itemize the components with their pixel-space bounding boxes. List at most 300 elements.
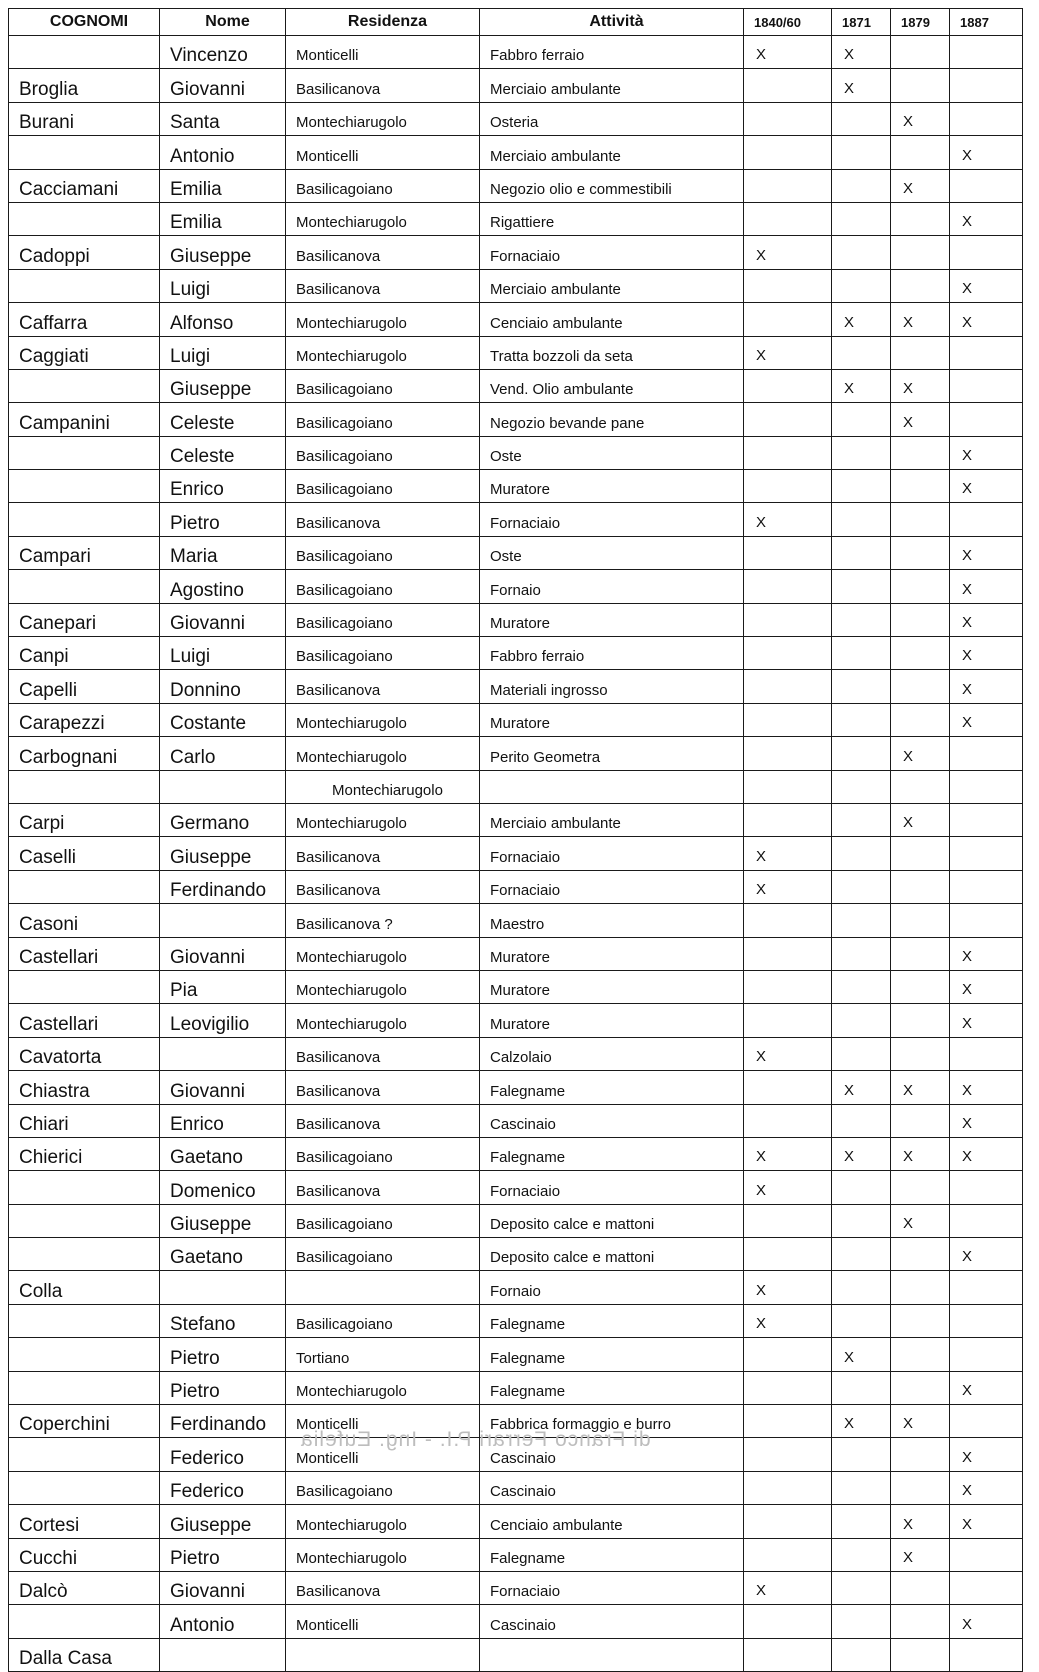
- year-1871-cell: [832, 1505, 891, 1538]
- cognome-cell: Colla: [9, 1271, 160, 1304]
- attivita-cell: Vend. Olio ambulante: [480, 369, 744, 402]
- table-row: [9, 1638, 1023, 1671]
- attivita-cell: Cascinaio: [480, 1104, 744, 1137]
- year-1871-cell: [832, 436, 891, 469]
- year-1879-cell: [891, 703, 950, 736]
- attivita-cell: Muratore: [480, 1004, 744, 1037]
- header-row: [9, 9, 1023, 36]
- cognome-cell: Caffarra: [9, 303, 160, 336]
- residenza-cell: Basilicanova: [286, 269, 480, 302]
- residenza-cell: Basilicanova: [286, 1037, 480, 1070]
- year-1871-cell: [832, 169, 891, 202]
- year-1840-60-cell: [744, 369, 832, 402]
- residenza-cell: Basilicagoiano: [286, 536, 480, 569]
- nome-cell: [160, 770, 286, 803]
- table-row: [9, 1004, 1023, 1037]
- year-1840-60-cell: [744, 570, 832, 603]
- year-1887-cell: X: [950, 536, 1023, 569]
- cognome-cell: Castellari: [9, 1004, 160, 1037]
- year-1840-60-cell: X: [744, 1571, 832, 1604]
- year-1879-cell: [891, 1271, 950, 1304]
- nome-cell: Giovanni: [160, 1571, 286, 1604]
- year-1879-cell: X: [891, 369, 950, 402]
- table-row: [9, 202, 1023, 235]
- nome-cell: Giuseppe: [160, 1204, 286, 1237]
- table-row: [9, 737, 1023, 770]
- year-1871-cell: [832, 1371, 891, 1404]
- year-1871-cell: [832, 1471, 891, 1504]
- table-row: [9, 637, 1023, 670]
- residenza-cell: Basilicanova: [286, 870, 480, 903]
- cognome-cell: [9, 870, 160, 903]
- nome-cell: Giuseppe: [160, 236, 286, 269]
- table-row: [9, 970, 1023, 1003]
- residenza-cell: Montechiarugolo: [286, 202, 480, 235]
- year-1840-60-cell: X: [744, 1304, 832, 1337]
- year-1871-cell: [832, 837, 891, 870]
- attivita-cell: Rigattiere: [480, 202, 744, 235]
- year-1879-cell: [891, 1238, 950, 1271]
- year-1840-60-cell: [744, 269, 832, 302]
- cognome-cell: [9, 1438, 160, 1471]
- cognome-cell: [9, 1605, 160, 1638]
- year-1879-cell: [891, 536, 950, 569]
- nome-cell: Giovanni: [160, 69, 286, 102]
- year-1871-cell: [832, 1238, 891, 1271]
- residenza-cell: Montechiarugolo: [286, 803, 480, 836]
- attivita-cell: Fabbro ferraio: [480, 36, 744, 69]
- year-1871-cell: X: [832, 1071, 891, 1104]
- table-row: [9, 670, 1023, 703]
- year-1887-cell: X: [950, 670, 1023, 703]
- nome-cell: Giovanni: [160, 937, 286, 970]
- nome-cell: Celeste: [160, 436, 286, 469]
- residenza-cell: Basilicagoiano: [286, 470, 480, 503]
- table-row: [9, 336, 1023, 369]
- year-1871-cell: [832, 102, 891, 135]
- table-row: [9, 1571, 1023, 1604]
- year-1840-60-cell: [744, 670, 832, 703]
- year-1887-cell: [950, 770, 1023, 803]
- residenza-cell: Montechiarugolo: [286, 937, 480, 970]
- table-row: [9, 503, 1023, 536]
- year-1887-cell: [950, 803, 1023, 836]
- year-1840-60-cell: [744, 1204, 832, 1237]
- year-1887-cell: X: [950, 136, 1023, 169]
- residenza-cell: Basilicagoiano: [286, 603, 480, 636]
- year-1879-cell: [891, 1638, 950, 1671]
- attivita-cell: Fornaciaio: [480, 503, 744, 536]
- cognome-cell: Cortesi: [9, 1505, 160, 1538]
- nome-cell: Agostino: [160, 570, 286, 603]
- attivita-cell: Falegname: [480, 1137, 744, 1170]
- cognome-cell: Caggiati: [9, 336, 160, 369]
- residenza-cell: Basilicanova: [286, 69, 480, 102]
- year-1871-cell: [832, 1271, 891, 1304]
- table-row: [9, 470, 1023, 503]
- year-1840-60-cell: [744, 1538, 832, 1571]
- cognome-cell: [9, 369, 160, 402]
- year-1887-cell: X: [950, 937, 1023, 970]
- year-1840-60-cell: [744, 637, 832, 670]
- table-row: [9, 1071, 1023, 1104]
- nome-cell: [160, 1271, 286, 1304]
- year-1887-cell: [950, 1571, 1023, 1604]
- residenza-cell: Basilicagoiano: [286, 1304, 480, 1337]
- year-1871-cell: [832, 136, 891, 169]
- residenza-cell: Montechiarugolo: [286, 1538, 480, 1571]
- year-1871-cell: [832, 1004, 891, 1037]
- residenza-cell: Basilicanova: [286, 837, 480, 870]
- col-header-1887: 1887: [950, 9, 1023, 36]
- year-1840-60-cell: [744, 536, 832, 569]
- year-1871-cell: X: [832, 1405, 891, 1438]
- year-1840-60-cell: X: [744, 336, 832, 369]
- residenza-cell: Monticelli: [286, 136, 480, 169]
- attivita-cell: Muratore: [480, 937, 744, 970]
- residenza-cell: Montechiarugolo: [286, 102, 480, 135]
- table-row: [9, 36, 1023, 69]
- table-row: [9, 1037, 1023, 1070]
- year-1840-60-cell: [744, 803, 832, 836]
- year-1887-cell: [950, 904, 1023, 937]
- year-1840-60-cell: X: [744, 1171, 832, 1204]
- nome-cell: Luigi: [160, 269, 286, 302]
- nome-cell: Antonio: [160, 136, 286, 169]
- year-1879-cell: [891, 202, 950, 235]
- attivita-cell: Fornaio: [480, 570, 744, 603]
- year-1840-60-cell: [744, 470, 832, 503]
- nome-cell: Santa: [160, 102, 286, 135]
- attivita-cell: Osteria: [480, 102, 744, 135]
- cognome-cell: [9, 1304, 160, 1337]
- year-1840-60-cell: X: [744, 36, 832, 69]
- year-1887-cell: X: [950, 703, 1023, 736]
- year-1887-cell: X: [950, 1238, 1023, 1271]
- nome-cell: Pietro: [160, 1538, 286, 1571]
- residenza-cell: Monticelli: [286, 1405, 480, 1438]
- year-1840-60-cell: X: [744, 870, 832, 903]
- attivita-cell: Muratore: [480, 603, 744, 636]
- year-1879-cell: [891, 1037, 950, 1070]
- year-1887-cell: [950, 503, 1023, 536]
- residenza-cell: [286, 1638, 480, 1671]
- table-row: [9, 1471, 1023, 1504]
- table-row: [9, 803, 1023, 836]
- table-row: [9, 436, 1023, 469]
- nome-cell: Giuseppe: [160, 369, 286, 402]
- residenza-cell: Montechiarugolo: [286, 1505, 480, 1538]
- year-1879-cell: [891, 1571, 950, 1604]
- attivita-cell: Fornaciaio: [480, 870, 744, 903]
- cognome-cell: Burani: [9, 102, 160, 135]
- nome-cell: Enrico: [160, 1104, 286, 1137]
- cognome-cell: Chiari: [9, 1104, 160, 1137]
- cognome-cell: Carpi: [9, 803, 160, 836]
- year-1879-cell: [891, 837, 950, 870]
- year-1840-60-cell: [744, 69, 832, 102]
- col-header-nome: Nome: [160, 9, 286, 36]
- year-1887-cell: X: [950, 1605, 1023, 1638]
- cognome-cell: Coperchini: [9, 1405, 160, 1438]
- residenza-cell: Montechiarugolo: [286, 1371, 480, 1404]
- table-row: [9, 403, 1023, 436]
- year-1840-60-cell: X: [744, 1037, 832, 1070]
- year-1879-cell: [891, 69, 950, 102]
- cognome-cell: Cacciamani: [9, 169, 160, 202]
- year-1840-60-cell: [744, 403, 832, 436]
- attivita-cell: Falegname: [480, 1371, 744, 1404]
- year-1879-cell: [891, 904, 950, 937]
- cognome-cell: Campari: [9, 536, 160, 569]
- cognome-cell: [9, 1204, 160, 1237]
- year-1871-cell: [832, 970, 891, 1003]
- nome-cell: Pia: [160, 970, 286, 1003]
- attivita-cell: Deposito calce e mattoni: [480, 1204, 744, 1237]
- cognome-cell: Dalcò: [9, 1571, 160, 1604]
- year-1871-cell: X: [832, 1338, 891, 1371]
- year-1887-cell: [950, 1538, 1023, 1571]
- cognome-cell: [9, 202, 160, 235]
- year-1879-cell: X: [891, 169, 950, 202]
- residenza-cell: Montechiarugolo: [286, 1004, 480, 1037]
- attivita-cell: Fornaciaio: [480, 837, 744, 870]
- attivita-cell: Merciaio ambulante: [480, 269, 744, 302]
- nome-cell: Luigi: [160, 336, 286, 369]
- table-row: [9, 1338, 1023, 1371]
- residenza-cell: Basilicagoiano: [286, 1238, 480, 1271]
- year-1871-cell: [832, 336, 891, 369]
- year-1871-cell: [832, 770, 891, 803]
- year-1840-60-cell: [744, 737, 832, 770]
- nome-cell: Giovanni: [160, 1071, 286, 1104]
- year-1840-60-cell: [744, 1104, 832, 1137]
- nome-cell: [160, 904, 286, 937]
- cognome-cell: Casoni: [9, 904, 160, 937]
- year-1887-cell: [950, 870, 1023, 903]
- cognome-cell: Chierici: [9, 1137, 160, 1170]
- attivita-cell: Muratore: [480, 970, 744, 1003]
- year-1840-60-cell: [744, 1505, 832, 1538]
- year-1871-cell: [832, 603, 891, 636]
- attivita-cell: Fornaciaio: [480, 1171, 744, 1204]
- year-1879-cell: [891, 1605, 950, 1638]
- year-1879-cell: [891, 269, 950, 302]
- year-1840-60-cell: [744, 1004, 832, 1037]
- table-row: [9, 1137, 1023, 1170]
- year-1887-cell: X: [950, 1004, 1023, 1037]
- table-row: [9, 1271, 1023, 1304]
- year-1879-cell: [891, 570, 950, 603]
- year-1871-cell: [832, 1037, 891, 1070]
- table-row: [9, 1104, 1023, 1137]
- year-1840-60-cell: [744, 1471, 832, 1504]
- nome-cell: Pietro: [160, 1338, 286, 1371]
- residenza-cell: [286, 1271, 480, 1304]
- year-1887-cell: [950, 1171, 1023, 1204]
- table-row: [9, 703, 1023, 736]
- nome-cell: Ferdinando: [160, 870, 286, 903]
- residenza-cell: Basilicagoiano: [286, 1137, 480, 1170]
- year-1879-cell: X: [891, 1204, 950, 1237]
- cognome-cell: [9, 470, 160, 503]
- year-1887-cell: [950, 369, 1023, 402]
- year-1887-cell: X: [950, 269, 1023, 302]
- residenza-cell: Basilicanova ?: [286, 904, 480, 937]
- residenza-cell: Basilicagoiano: [286, 570, 480, 603]
- register-body: [9, 36, 1023, 1672]
- year-1887-cell: X: [950, 603, 1023, 636]
- attivita-cell: Merciaio ambulante: [480, 803, 744, 836]
- attivita-cell: [480, 1638, 744, 1671]
- year-1879-cell: [891, 1104, 950, 1137]
- year-1887-cell: X: [950, 303, 1023, 336]
- residenza-cell: Basilicagoiano: [286, 436, 480, 469]
- year-1879-cell: [891, 970, 950, 1003]
- year-1840-60-cell: [744, 436, 832, 469]
- nome-cell: Giovanni: [160, 603, 286, 636]
- nome-cell: Donnino: [160, 670, 286, 703]
- attivita-cell: Maestro: [480, 904, 744, 937]
- year-1871-cell: [832, 637, 891, 670]
- attivita-cell: Oste: [480, 536, 744, 569]
- attivita-cell: Negozio olio e commestibili: [480, 169, 744, 202]
- year-1879-cell: [891, 136, 950, 169]
- year-1879-cell: X: [891, 303, 950, 336]
- year-1887-cell: X: [950, 470, 1023, 503]
- nome-cell: [160, 1638, 286, 1671]
- year-1840-60-cell: [744, 136, 832, 169]
- year-1879-cell: X: [891, 1137, 950, 1170]
- nome-cell: Alfonso: [160, 303, 286, 336]
- year-1887-cell: X: [950, 637, 1023, 670]
- year-1840-60-cell: [744, 703, 832, 736]
- residenza-cell: Monticelli: [286, 36, 480, 69]
- cognome-cell: Chiastra: [9, 1071, 160, 1104]
- table-row: [9, 102, 1023, 135]
- table-row: [9, 603, 1023, 636]
- year-1879-cell: X: [891, 803, 950, 836]
- attivita-cell: Merciaio ambulante: [480, 136, 744, 169]
- year-1871-cell: X: [832, 36, 891, 69]
- year-1871-cell: [832, 202, 891, 235]
- residenza-cell: Basilicanova: [286, 503, 480, 536]
- residenza-cell: Basilicanova: [286, 1104, 480, 1137]
- nome-cell: Antonio: [160, 1605, 286, 1638]
- cognome-cell: Broglia: [9, 69, 160, 102]
- year-1871-cell: [832, 269, 891, 302]
- residenza-cell: Montechiarugolo: [286, 303, 480, 336]
- table-row: [9, 1371, 1023, 1404]
- nome-cell: Celeste: [160, 403, 286, 436]
- table-row: [9, 1605, 1023, 1638]
- nome-cell: Costante: [160, 703, 286, 736]
- col-header-cognomi: COGNOMI: [9, 9, 160, 36]
- residenza-cell: Basilicagoiano: [286, 637, 480, 670]
- year-1879-cell: [891, 1171, 950, 1204]
- year-1887-cell: [950, 1037, 1023, 1070]
- table-row: [9, 770, 1023, 803]
- table-row: [9, 169, 1023, 202]
- register-table: [8, 8, 1023, 1672]
- col-header-residenza: Residenza: [286, 9, 480, 36]
- year-1879-cell: [891, 36, 950, 69]
- attivita-cell: Tratta bozzoli da seta: [480, 336, 744, 369]
- residenza-cell: Monticelli: [286, 1605, 480, 1638]
- cognome-cell: Campanini: [9, 403, 160, 436]
- residenza-cell: Basilicagoiano: [286, 369, 480, 402]
- cognome-cell: Capelli: [9, 670, 160, 703]
- nome-cell: Germano: [160, 803, 286, 836]
- attivita-cell: Falegname: [480, 1304, 744, 1337]
- year-1879-cell: [891, 870, 950, 903]
- table-row: [9, 536, 1023, 569]
- year-1840-60-cell: [744, 1071, 832, 1104]
- cognome-cell: [9, 770, 160, 803]
- year-1887-cell: [950, 236, 1023, 269]
- year-1887-cell: X: [950, 202, 1023, 235]
- nome-cell: Leovigilio: [160, 1004, 286, 1037]
- cognome-cell: [9, 1338, 160, 1371]
- cognome-cell: [9, 570, 160, 603]
- year-1871-cell: [832, 803, 891, 836]
- nome-cell: Luigi: [160, 637, 286, 670]
- residenza-cell: Montechiarugolo: [286, 703, 480, 736]
- year-1840-60-cell: X: [744, 1271, 832, 1304]
- year-1879-cell: X: [891, 1538, 950, 1571]
- attivita-cell: Fabbrica formaggio e burro: [480, 1405, 744, 1438]
- year-1840-60-cell: [744, 1605, 832, 1638]
- year-1871-cell: [832, 536, 891, 569]
- year-1879-cell: [891, 470, 950, 503]
- year-1879-cell: X: [891, 102, 950, 135]
- year-1871-cell: [832, 403, 891, 436]
- nome-cell: Giuseppe: [160, 1505, 286, 1538]
- year-1840-60-cell: [744, 1438, 832, 1471]
- attivita-cell: Fornaio: [480, 1271, 744, 1304]
- table-row: [9, 870, 1023, 903]
- table-row: [9, 937, 1023, 970]
- year-1879-cell: [891, 336, 950, 369]
- year-1879-cell: [891, 503, 950, 536]
- col-header-attivita: Attività: [480, 9, 744, 36]
- residenza-cell: Basilicanova: [286, 236, 480, 269]
- cognome-cell: [9, 36, 160, 69]
- year-1887-cell: X: [950, 436, 1023, 469]
- year-1879-cell: [891, 1471, 950, 1504]
- year-1879-cell: [891, 937, 950, 970]
- year-1887-cell: X: [950, 1071, 1023, 1104]
- nome-cell: Vincenzo: [160, 36, 286, 69]
- residenza-cell: Montechiarugolo: [286, 770, 480, 803]
- year-1840-60-cell: [744, 904, 832, 937]
- table-row: [9, 1171, 1023, 1204]
- residenza-cell: Tortiano: [286, 1338, 480, 1371]
- year-1871-cell: X: [832, 369, 891, 402]
- attivita-cell: Fabbro ferraio: [480, 637, 744, 670]
- year-1840-60-cell: [744, 970, 832, 1003]
- cognome-cell: [9, 436, 160, 469]
- year-1871-cell: [832, 470, 891, 503]
- year-1887-cell: X: [950, 1505, 1023, 1538]
- year-1871-cell: [832, 703, 891, 736]
- year-1879-cell: X: [891, 1071, 950, 1104]
- year-1879-cell: [891, 637, 950, 670]
- nome-cell: Giuseppe: [160, 837, 286, 870]
- year-1840-60-cell: [744, 1338, 832, 1371]
- residenza-cell: Basilicanova: [286, 1171, 480, 1204]
- year-1840-60-cell: X: [744, 1137, 832, 1170]
